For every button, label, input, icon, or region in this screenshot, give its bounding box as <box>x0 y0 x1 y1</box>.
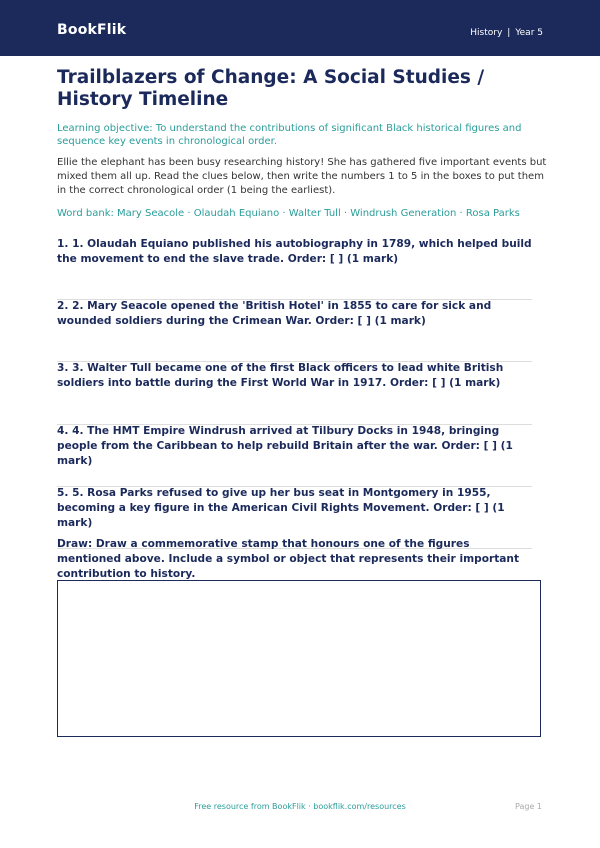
question-5: 5. 5. Rosa Parks refused to give up her bus seat in Montgomery in 1955, becoming a key figure in the American Civil Rights Movement. Order: [ ] (1 mark) <box>57 487 505 529</box>
intro-text: Ellie the elephant has been busy researching history! She has gathered five important events but mixed them all up. Read the clues below, then write the numbers 1 to 5 in the boxes to put them in the correct chronological order (1 being the earliest). <box>57 157 547 196</box>
question-4: 4. 4. The HMT Empire Windrush arrived at Tilbury Docks in 1948, bringing people from the Caribbean to help rebuild Britain after the war. Order: [ ] (1 mark) <box>57 425 513 467</box>
drawing-box[interactable] <box>57 580 541 737</box>
word-bank: Word bank: Mary Seacole · Olaudah Equiano · Walter Tull · Windrush Generation · Rosa Parks <box>57 208 520 219</box>
page-header <box>0 0 600 56</box>
crumb-separator: | <box>507 28 511 38</box>
draw-task: Draw: Draw a commemorative stamp that honours one of the figures mentioned above. Include a symbol or object that represents their important contribution to history. <box>57 538 520 580</box>
year-label: Year 5 <box>515 28 543 38</box>
subject-year-label <box>470 28 543 38</box>
learning-objective: Learning objective: To understand the contributions of significant Black historical figures and sequence key events in chronological order. <box>57 123 522 147</box>
subject-label: History <box>470 28 503 38</box>
brand-logo-text: BookFlik <box>57 22 127 38</box>
worksheet-title: Trailblazers of Change: A Social Studies / History Timeline <box>57 67 485 110</box>
question-1: 1. 1. Olaudah Equiano published his autobiography in 1789, which helped build the movement to end the slave trade. Order: [ ] (1 mark) <box>57 238 532 265</box>
footer-resource-link: Free resource from BookFlik · bookflik.com/resources <box>194 802 406 811</box>
question-2: 2. 2. Mary Seacole opened the 'British Hotel' in 1855 to care for sick and wounded soldiers during the Crimean War. Order: [ ] (1 mark) <box>57 300 492 327</box>
question-3: 3. 3. Walter Tull became one of the first Black officers to lead white British soldiers into battle during the First World War in 1917. Order: [ ] (1 mark) <box>57 362 504 389</box>
page-number: Page 1 <box>515 802 542 811</box>
